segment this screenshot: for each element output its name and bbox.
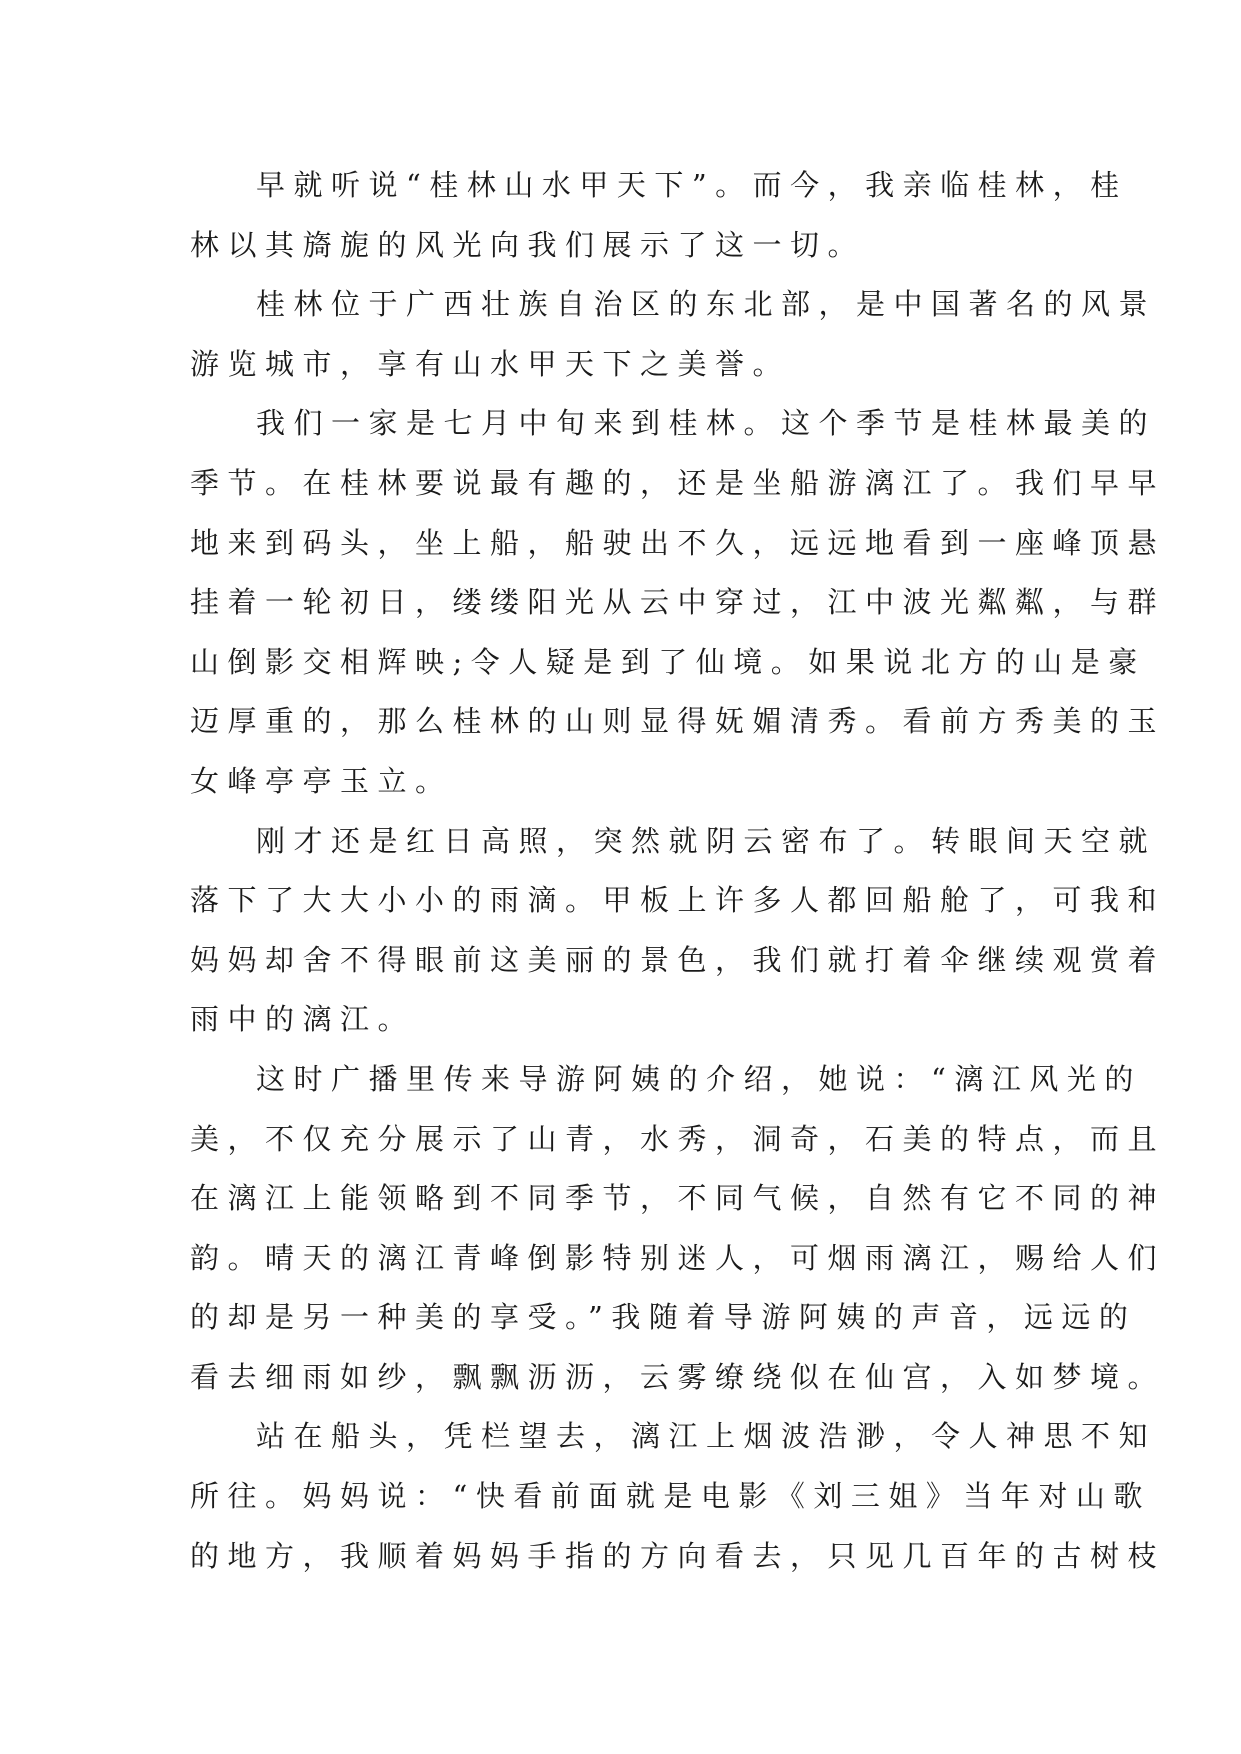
paragraph-5 bbox=[190, 1050, 1166, 1408]
paragraph-line: 美，不仅充分展示了山青，水秀，洞奇，石美的特点，而且 bbox=[190, 1121, 1166, 1156]
paragraph-1 bbox=[190, 156, 1128, 275]
paragraph-line: 地来到码头，坐上船，船驶出不久，远远地看到一座峰顶悬 bbox=[190, 525, 1166, 560]
paragraph-line: 季节。在桂林要说最有趣的，还是坐船游漓江了。我们早早 bbox=[190, 465, 1166, 500]
paragraph-line: 挂着一轮初日，缕缕阳光从云中穿过，江中波光粼粼，与群 bbox=[190, 585, 1166, 620]
paragraph-line: 林以其旖旎的风光向我们展示了这一切。 bbox=[190, 227, 866, 262]
paragraph-line: 落下了大大小小的雨滴。甲板上许多人都回船舱了，可我和 bbox=[190, 883, 1166, 918]
paragraph-line: 妈妈却舍不得眼前这美丽的景色，我们就打着伞继续观赏着 bbox=[190, 942, 1166, 977]
paragraph-line: 刚才还是红日高照，突然就阴云密布了。转眼间天空就 bbox=[256, 823, 1157, 858]
paragraph-3 bbox=[190, 394, 1166, 811]
paragraph-line: 的地方，我顺着妈妈手指的方向看去，只见几百年的古树枝 bbox=[190, 1538, 1166, 1573]
paragraph-line: 在漓江上能领略到不同季节，不同气候，自然有它不同的神 bbox=[190, 1181, 1166, 1216]
paragraph-line: 韵。晴天的漓江青峰倒影特别迷人，可烟雨漓江，赐给人们 bbox=[190, 1240, 1166, 1275]
paragraph-line: 这时广播里传来导游阿姨的介绍，她说：“漓江风光的 bbox=[256, 1061, 1142, 1096]
paragraph-line: 女峰亭亭玉立。 bbox=[190, 763, 453, 798]
paragraph-line: 早就听说“桂林山水甲天下”。而今，我亲临桂林，桂 bbox=[256, 168, 1128, 202]
paragraph-line: 的却是另一种美的享受。”我随着导游阿姨的声音，远远的 bbox=[190, 1300, 1137, 1335]
paragraph-6 bbox=[190, 1407, 1166, 1586]
document-body bbox=[190, 156, 1166, 1586]
paragraph-line: 迈厚重的，那么桂林的山则显得妩媚清秀。看前方秀美的玉 bbox=[190, 704, 1166, 739]
paragraph-line: 游览城市，享有山水甲天下之美誉。 bbox=[190, 346, 791, 381]
paragraph-line: 桂林位于广西壮族自治区的东北部，是中国著名的风景 bbox=[256, 287, 1157, 322]
paragraph-line: 所往。妈妈说：“快看前面就是电影《刘三姐》当年对山歌 bbox=[190, 1479, 1151, 1514]
paragraph-line: 雨中的漓江。 bbox=[190, 1002, 416, 1037]
paragraph-line: 山倒影交相辉映;令人疑是到了仙境。如果说北方的山是豪 bbox=[190, 644, 1146, 679]
paragraph-line: 看去细雨如纱，飘飘沥沥，云雾缭绕似在仙宫，入如梦境。 bbox=[190, 1359, 1166, 1394]
paragraph-line: 我们一家是七月中旬来到桂林。这个季节是桂林最美的 bbox=[256, 406, 1157, 441]
paragraph-2 bbox=[190, 275, 1157, 394]
paragraph-line: 站在船头，凭栏望去，漓江上烟波浩渺，令人神思不知 bbox=[256, 1419, 1157, 1454]
paragraph-4 bbox=[190, 812, 1166, 1050]
